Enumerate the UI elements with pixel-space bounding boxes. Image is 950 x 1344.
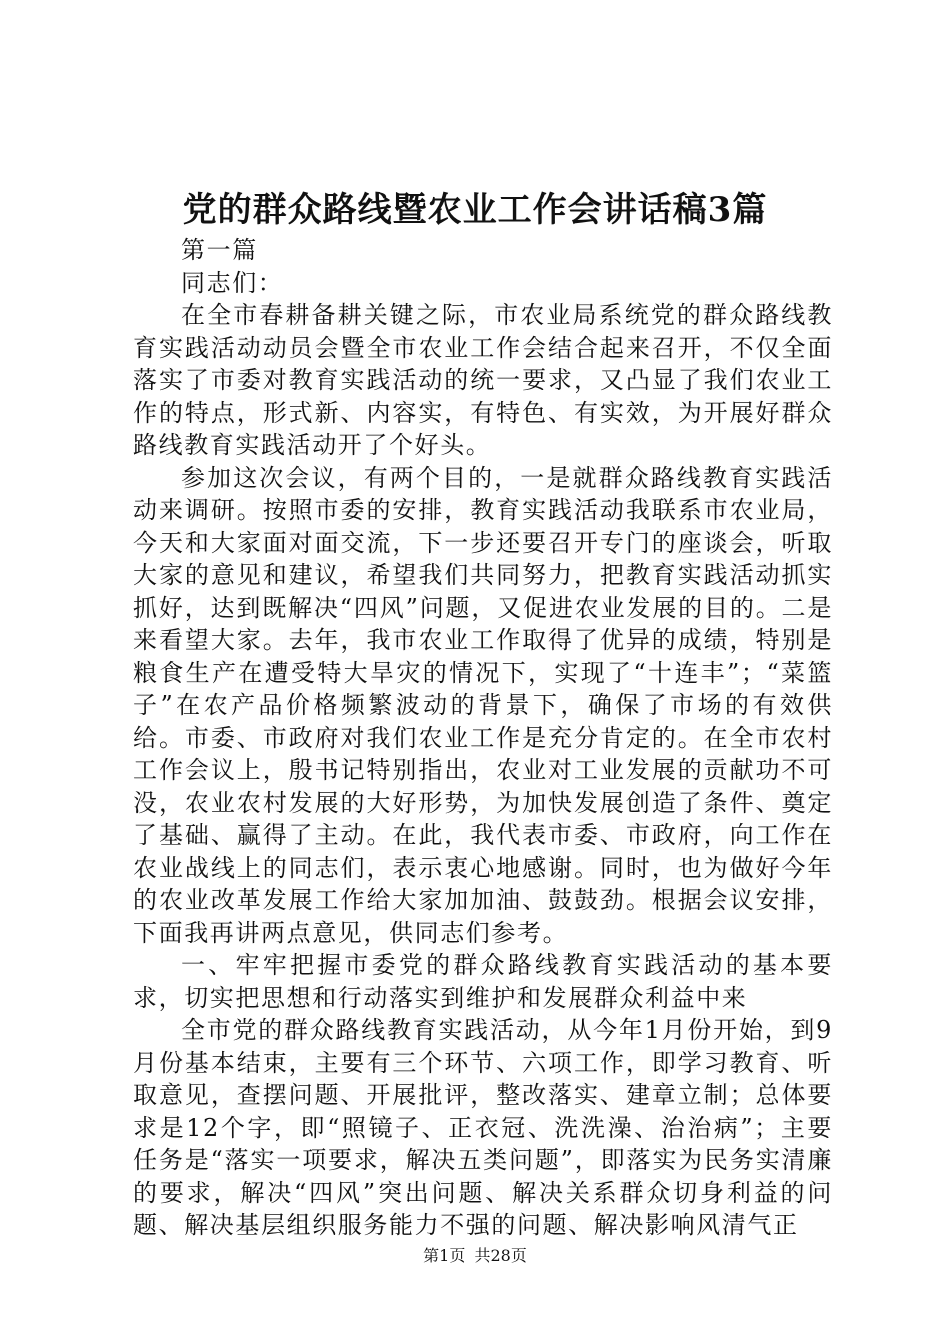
page-total: 共28页 (474, 1246, 527, 1265)
section-heading: 第一篇 (181, 236, 258, 264)
page-footer (0, 1244, 950, 1268)
document-body (133, 234, 833, 1242)
salutation: 同志们： (181, 268, 284, 297)
page-number: 第1页 (423, 1246, 466, 1265)
subheading: 一、牢牢把握市委党的群众路线教育实践活动的基本要求，切实把思想和行动落实到维护和发展群众利益中来 (133, 951, 833, 1012)
paragraph: 在全市春耕备耕关键之际，市农业局系统党的群众路线教育实践活动动员会暨全市农业工作会结合起来召开，不仅全面落实了市委对教育实践活动的统一要求，又凸显了我们农业工作的特点，形式新、内容实，有特色、有实效，为开展好群众路线教育实践活动开了个好头。 (133, 301, 833, 459)
document-title: 党的群众路线暨农业工作会讲话稿3篇 (182, 190, 768, 230)
paragraph: 全市党的群众路线教育实践活动，从今年1月份开始，到9月份基本结束，主要有三个环节、六项工作，即学习教育、听取意见，查摆问题、开展批评，整改落实、建章立制；总体要求是12个字，即“照镜子、正衣冠、洗洗澡、治治病”；主要任务是“落实一项要求，解决五类问题”，即落实为民务实清廉的要求，解决“四风”突出问题、解决关系群众切身利益的问题、解决基层组织服务能力不强的问题、解决影响风清气正 (133, 1016, 833, 1239)
paragraph: 参加这次会议，有两个目的，一是就群众路线教育实践活动来调研。按照市委的安排，教育实践活动我联系市农业局，今天和大家面对面交流，下一步还要召开专门的座谈会，听取大家的意见和建议，希望我们共同努力，把教育实践活动抓实抓好，达到既解决“四风”问题，又促进农业发展的目的。二是来看望大家。去年，我市农业工作取得了优异的成绩，特别是粮食生产在遭受特大旱灾的情况下，实现了“十连丰”；“菜篮子”在农产品价格频繁波动的背景下，确保了市场的有效供给。市委、市政府对我们农业工作是充分肯定的。在全市农村工作会议上，殷书记特别指出，农业对工业发展的贡献功不可没，农业农村发展的大好形势，为加快发展创造了条件、奠定了基础、赢得了主动。在此，我代表市委、市政府，向工作在农业战线上的同志们，表示衷心地感谢。同时，也为做好今年的农业改革发展工作给大家加加油、鼓鼓劲。根据会议安排，下面我再讲两点意见，供同志们参考。 (133, 463, 833, 947)
